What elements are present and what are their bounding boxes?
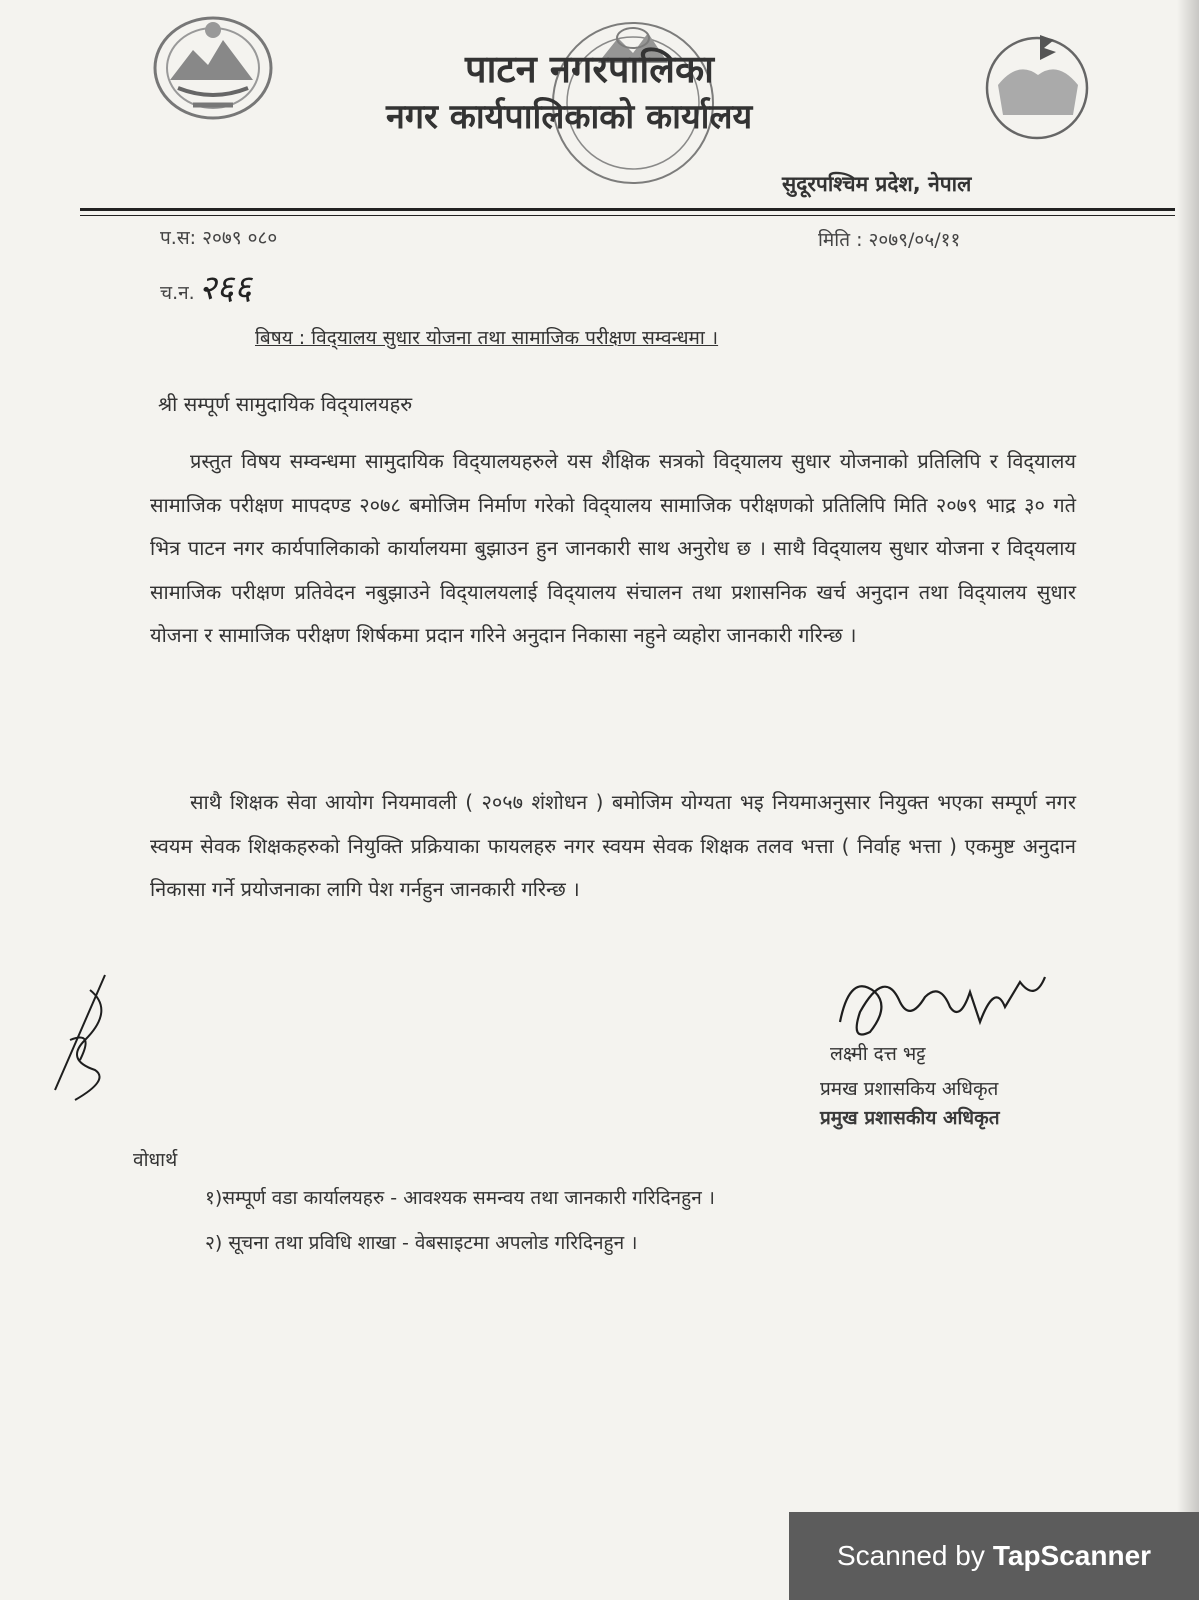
body-paragraph-2: साथै शिक्षक सेवा आयोग नियमावली ( २०५७ शंशोधन ) बमोजिम योग्यता भइ नियमाअनुसार नियुक्त भएका सम्पूर्ण नगर स्वयम सेवक शिक्षकहरुको नियुक्ति प्रक्रियाका फायलहरु नगर स्वयम सेवक शिक्षक तलव भत्ता ( निर्वाह भत्ता ) एकमुष्ट अनुदान निकासा गर्ने प्रयोजनाका लागि पेश गर्नहुन जानकारी गरिन्छ । [150, 790, 1076, 901]
signer-title: प्रमख प्रशासकिय अधिकृत [820, 1078, 999, 1100]
handwritten-signature [830, 962, 1060, 1042]
dispatch-label: च.न. [160, 282, 195, 304]
cc-heading: वोधार्थ [133, 1149, 178, 1171]
dispatch-number [160, 263, 252, 309]
watermark-brand: TapScanner [992, 1540, 1152, 1571]
watermark-prefix: Scanned by [836, 1540, 985, 1571]
office-title-line1: पाटन नगरपालिका [465, 47, 714, 91]
body-paragraph-1: प्रस्तुत विषय सम्वन्धमा सामुदायिक विद्‍यालयहरुले यस शैक्षिक सत्रको विद्‍यालय सुधार योजनाको प्रतिलिपि र विद्‍यालय सामाजिक परीक्षण मापदण्ड २०७८ बमोजिम निर्माण गरेको विद्‍यालय सामाजिक परीक्षणको प्रतिलिपि मिति २०७९ भाद्र ३० गते भित्र पाटन नगर कार्यपालिकाको कार्यालयमा बुझाउन हुन जानकारी साथ अनुरोध छ । साथै विद्‍यालय सुधार योजना र विद्‍यलाय सामाजिक परीक्षण प्रतिवेदन नबुझाउने विद्‍यालयलाई विद्‍यालय संचालन तथा प्रशासनिक खर्च अनुदान तथा विद्‍यालय सुधार योजना र सामाजिक परीक्षण शिर्षकमा प्रदान गरिने अनुदान निकासा नहुने व्यहोरा जानकारी गरिन्छ । [150, 449, 1076, 647]
signer-title-stamp: प्रमुख प्रशासकीय अधिकृत [820, 1107, 1000, 1129]
nepal-map-emblem-icon [978, 30, 1096, 142]
header-divider [80, 208, 1175, 211]
header-divider-thin [80, 215, 1175, 216]
tapscanner-watermark [789, 1512, 1199, 1600]
page-edge-shadow [1177, 0, 1199, 1600]
cc-item: १)सम्पूर्ण वडा कार्यालयहरु - आवश्यक समन्वय तथा जानकारी गरिदिनहुन । [205, 1187, 715, 1209]
reference-number: प.स: २०७९ ०८० [160, 227, 278, 249]
signer-name: लक्ष्मी दत्त भट्ट [830, 1043, 926, 1065]
office-title-line2: नगर कार्यपालिकाको कार्यालय [386, 97, 753, 137]
letter-subject: बिषय : विद्‍यालय सुधार योजना तथा सामाजिक परीक्षण सम्वन्धमा । [255, 327, 719, 349]
cc-item: २) सूचना तथा प्रविधि शाखा - वेबसाइटमा अपलोड गरिदिनहुन । [205, 1232, 638, 1254]
province-name: सुदूरपश्चिम प्रदेश, नेपाल [782, 172, 972, 196]
margin-initial-signature [35, 970, 125, 1110]
letter-salutation: श्री सम्पूर्ण सामुदायिक विद्‍यालयहरु [158, 392, 413, 416]
nepal-coat-of-arms-icon [148, 10, 278, 122]
letter-date: मिति : २०७९/०५/११ [818, 229, 961, 251]
dispatch-number-value: २६६ [198, 268, 252, 308]
